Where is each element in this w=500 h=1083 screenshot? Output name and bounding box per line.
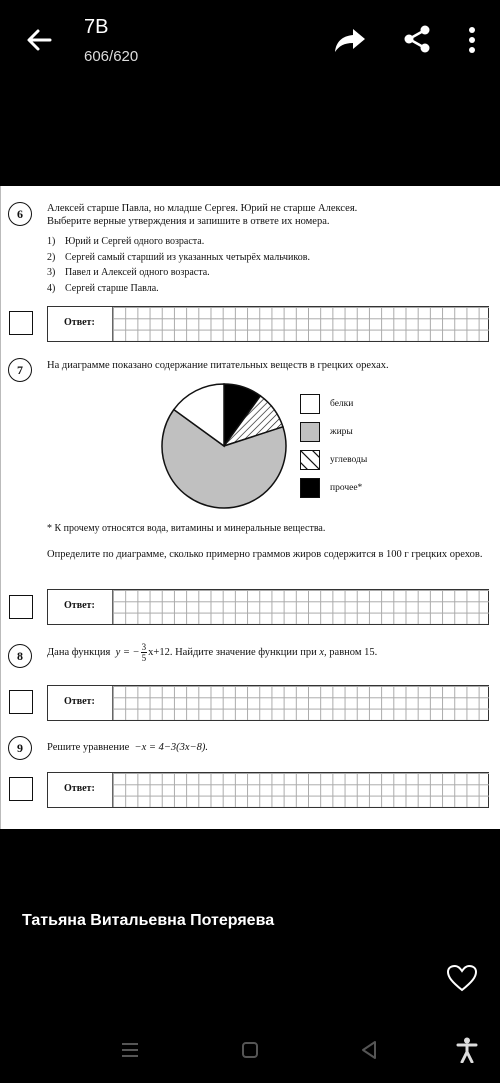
question-6-text: Алексей старше Павла, но младше Сергея. Юрий не старше Алексея. Выберите верные утверждения и запишите в ответе их номера. bbox=[47, 203, 358, 227]
recent-apps-icon[interactable] bbox=[120, 1042, 140, 1058]
album-title: 7В bbox=[84, 16, 109, 38]
author-name: Татьяна Витальевна Потеряева bbox=[22, 912, 275, 929]
answer-grid bbox=[112, 590, 489, 624]
share-icon[interactable] bbox=[402, 24, 432, 54]
option-4: 4) Сергей старше Павла. bbox=[47, 282, 159, 294]
q8-func: y = − bbox=[115, 647, 140, 658]
back-nav-icon[interactable] bbox=[360, 1040, 378, 1060]
accessibility-icon[interactable] bbox=[456, 1037, 478, 1063]
q8-suffix: x+12. Найдите значение функции при bbox=[148, 647, 317, 658]
like-heart-icon[interactable] bbox=[446, 964, 478, 992]
more-options-icon[interactable] bbox=[460, 24, 484, 56]
fraction-numerator: 3 bbox=[141, 642, 147, 652]
answer-label: Ответ: bbox=[64, 317, 95, 328]
top-bar bbox=[0, 0, 500, 80]
fraction-denominator: 5 bbox=[141, 653, 147, 663]
checkbox-8[interactable] bbox=[9, 690, 33, 714]
answer-box-8[interactable] bbox=[47, 685, 489, 721]
question-number-8: 8 bbox=[8, 644, 32, 668]
answer-label: Ответ: bbox=[64, 600, 95, 611]
checkbox-9[interactable] bbox=[9, 777, 33, 801]
system-nav-bar bbox=[0, 1030, 500, 1070]
checkbox-7[interactable] bbox=[9, 595, 33, 619]
answer-label: Ответ: bbox=[64, 783, 95, 794]
q8-prefix: Дана функция bbox=[47, 647, 111, 658]
back-arrow-icon[interactable] bbox=[24, 25, 54, 55]
answer-box-6[interactable] bbox=[47, 306, 489, 342]
option-3: 3) Павел и Алексей одного возраста. bbox=[47, 267, 210, 278]
legend-swatch bbox=[300, 422, 320, 442]
home-icon[interactable] bbox=[241, 1041, 259, 1059]
question-number-6: 6 bbox=[8, 202, 32, 226]
forward-icon[interactable] bbox=[333, 26, 367, 54]
legend-label: углеводы bbox=[330, 455, 368, 465]
legend-label: белки bbox=[330, 399, 354, 409]
option-2: 2) Сергей самый старший из указанных четырёх мальчиков. bbox=[47, 251, 310, 263]
footnote: * К прочему относятся вода, витамины и минеральные вещества. bbox=[47, 523, 326, 534]
legend-swatch bbox=[300, 394, 320, 414]
q9-equation: −x = 4−3(3x−8). bbox=[134, 742, 209, 753]
legend-label: прочее* bbox=[330, 483, 363, 493]
q9-prefix: Решите уравнение bbox=[47, 742, 130, 753]
question-8-text bbox=[47, 642, 487, 663]
answer-grid bbox=[112, 686, 489, 720]
document-page bbox=[0, 186, 500, 829]
answer-box-7[interactable] bbox=[47, 589, 489, 625]
nutrient-pie-chart bbox=[160, 382, 288, 510]
checkbox-6[interactable] bbox=[9, 311, 33, 335]
image-counter: 606/620 bbox=[84, 48, 139, 65]
question-number-9: 9 bbox=[8, 736, 32, 760]
legend-item-other bbox=[300, 478, 362, 498]
question-number-7: 7 bbox=[8, 358, 32, 382]
option-1: 1) Юрий и Сергей одного возраста. bbox=[47, 236, 205, 247]
legend-swatch bbox=[300, 478, 320, 498]
legend-item-carbs bbox=[300, 450, 367, 470]
fraction bbox=[141, 642, 148, 663]
question-9-text bbox=[47, 741, 467, 754]
legend-item-protein bbox=[300, 394, 353, 414]
legend-label: жиры bbox=[330, 427, 353, 437]
page-edge bbox=[0, 186, 1, 829]
q8-xvar: x, bbox=[319, 647, 327, 658]
legend-item-fat bbox=[300, 422, 353, 442]
legend-swatch-hatched bbox=[300, 450, 320, 470]
answer-grid bbox=[112, 307, 489, 341]
question-6-options bbox=[47, 234, 310, 296]
answer-box-9[interactable] bbox=[47, 772, 489, 808]
answer-grid bbox=[112, 773, 489, 807]
answer-label: Ответ: bbox=[64, 696, 95, 707]
q8-tail: равном 15. bbox=[329, 647, 378, 658]
question-7-prompt: Определите по диаграмме, сколько примерно граммов жиров содержится в 100 г грецких орехов. bbox=[47, 549, 483, 560]
question-7-text: На диаграмме показано содержание питательных веществ в грецких орехах. bbox=[47, 360, 389, 371]
